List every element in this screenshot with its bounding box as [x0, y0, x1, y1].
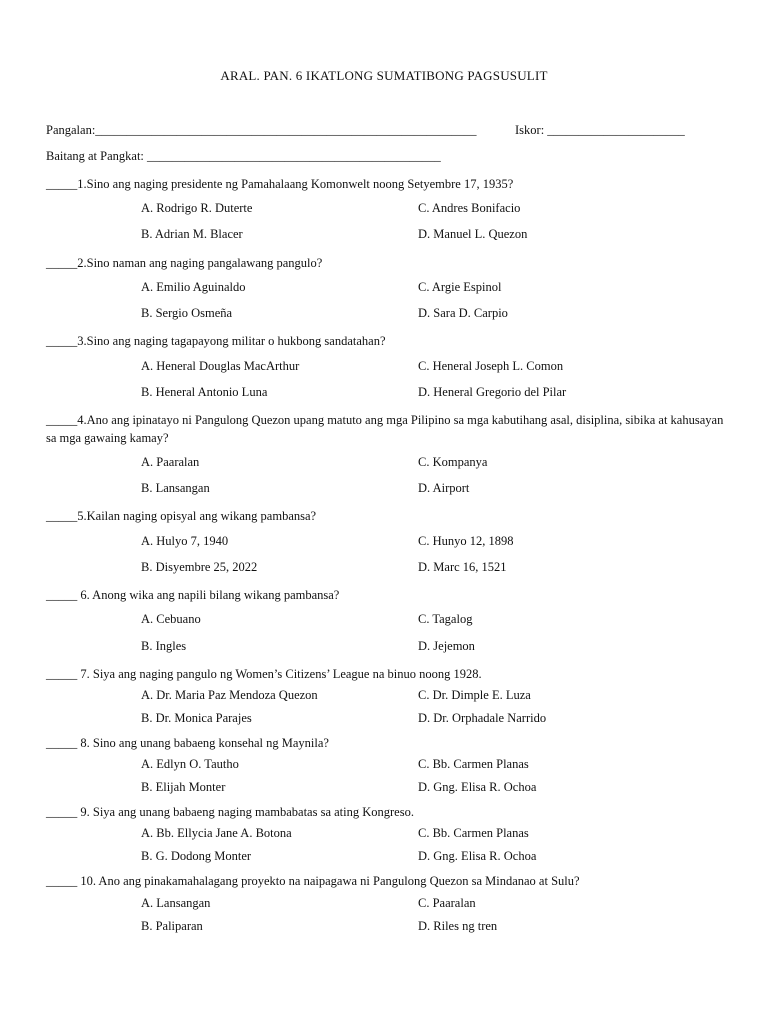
question-10-option-b: B. Paliparan — [141, 919, 203, 933]
question-3-option-b: B. Heneral Antonio Luna — [141, 385, 268, 399]
question-4-option-a: A. Paaralan — [141, 455, 200, 469]
question-6-option-a: A. Cebuano — [141, 612, 201, 626]
question-4-option-c: C. Kompanya — [418, 455, 488, 469]
question-1-option-a: A. Rodrigo R. Duterte — [141, 201, 253, 215]
question-6-option-b: B. Ingles — [141, 639, 187, 653]
question-8-option-d: D. Gng. Elisa R. Ochoa — [418, 780, 537, 794]
question-7-option-d: D. Dr. Orphadale Narrido — [418, 711, 547, 725]
question-3-option-c: C. Heneral Joseph L. Comon — [418, 359, 564, 373]
question-9-option-a: A. Bb. Ellycia Jane A. Botona — [141, 826, 292, 840]
question-7-option-b: B. Dr. Monica Parajes — [141, 711, 252, 725]
question-2: _____2.Sino naman ang naging pangalawang pangulo? — [46, 256, 323, 270]
question-6: _____ 6. Anong wika ang napili bilang wikang pambansa? — [46, 588, 340, 602]
question-10-option-c: C. Paaralan — [418, 896, 476, 910]
question-4-option-d: D. Airport — [418, 481, 470, 495]
question-4-option-b: B. Lansangan — [141, 481, 210, 495]
question-5-option-b: B. Disyembre 25, 2022 — [141, 560, 258, 574]
question-5-option-c: C. Hunyo 12, 1898 — [418, 534, 514, 548]
question-5-option-a: A. Hulyo 7, 1940 — [141, 534, 229, 548]
question-7-option-c: C. Dr. Dimple E. Luza — [418, 688, 531, 702]
question-10-option-d: D. Riles ng tren — [418, 919, 498, 933]
exam-title: ARAL. PAN. 6 IKATLONG SUMATIBONG PAGSUSULIT — [220, 68, 548, 83]
question-8-option-b: B. Elijah Monter — [141, 780, 226, 794]
name-field[interactable]: Pangalan:_____________________________________________________________ — [46, 123, 477, 137]
question-8-option-c: C. Bb. Carmen Planas — [418, 757, 529, 771]
grade-section-field[interactable]: Baitang at Pangkat: _______________________________________________ — [46, 149, 441, 163]
question-9-option-c: C. Bb. Carmen Planas — [418, 826, 529, 840]
question-9: _____ 9. Siya ang unang babaeng naging mambabatas sa ating Kongreso. — [46, 805, 414, 819]
question-3-option-d: D. Heneral Gregorio del Pilar — [418, 385, 567, 399]
question-9-option-b: B. G. Dodong Monter — [141, 849, 252, 863]
question-2-option-b: B. Sergio Osmeña — [141, 306, 233, 320]
question-4: _____4.Ano ang ipinatayo ni Pangulong Quezon upang matuto ang mga Pilipino sa mga kabutihang asal, disiplina, sibika at kahusayan sa mga gawaing kamay? — [46, 413, 724, 445]
question-3: _____3.Sino ang naging tagapayong militar o hukbong sandatahan? — [46, 334, 386, 348]
question-1: _____1.Sino ang naging presidente ng Pamahalaang Komonwelt noong Setyembre 17, 1935? — [46, 177, 514, 191]
question-8: _____ 8. Sino ang unang babaeng konsehal ng Maynila? — [46, 736, 329, 750]
question-10: _____ 10. Ano ang pinakamahalagang proyekto na naipagawa ni Pangulong Quezon sa Mindanao at Sulu? — [46, 874, 580, 888]
question-2-option-a: A. Emilio Aguinaldo — [141, 280, 246, 294]
question-6-option-d: D. Jejemon — [418, 639, 475, 653]
score-field[interactable]: Iskor: ______________________ — [515, 123, 685, 137]
question-1-option-d: D. Manuel L. Quezon — [418, 227, 528, 241]
question-8-option-a: A. Edlyn O. Tautho — [141, 757, 239, 771]
question-5: _____5.Kailan naging opisyal ang wikang pambansa? — [46, 509, 317, 523]
question-3-option-a: A. Heneral Douglas MacArthur — [141, 359, 300, 373]
question-9-option-d: D. Gng. Elisa R. Ochoa — [418, 849, 537, 863]
question-10-option-a: A. Lansangan — [141, 896, 211, 910]
question-1-option-c: C. Andres Bonifacio — [418, 201, 521, 215]
question-2-option-c: C. Argie Espinol — [418, 280, 502, 294]
question-2-option-d: D. Sara D. Carpio — [418, 306, 508, 320]
question-5-option-d: D. Marc 16, 1521 — [418, 560, 507, 574]
question-7-option-a: A. Dr. Maria Paz Mendoza Quezon — [141, 688, 318, 702]
question-1-option-b: B. Adrian M. Blacer — [141, 227, 243, 241]
question-7: _____ 7. Siya ang naging pangulo ng Women’s Citizens’ League na binuo noong 1928. — [46, 667, 482, 681]
question-6-option-c: C. Tagalog — [418, 612, 473, 626]
